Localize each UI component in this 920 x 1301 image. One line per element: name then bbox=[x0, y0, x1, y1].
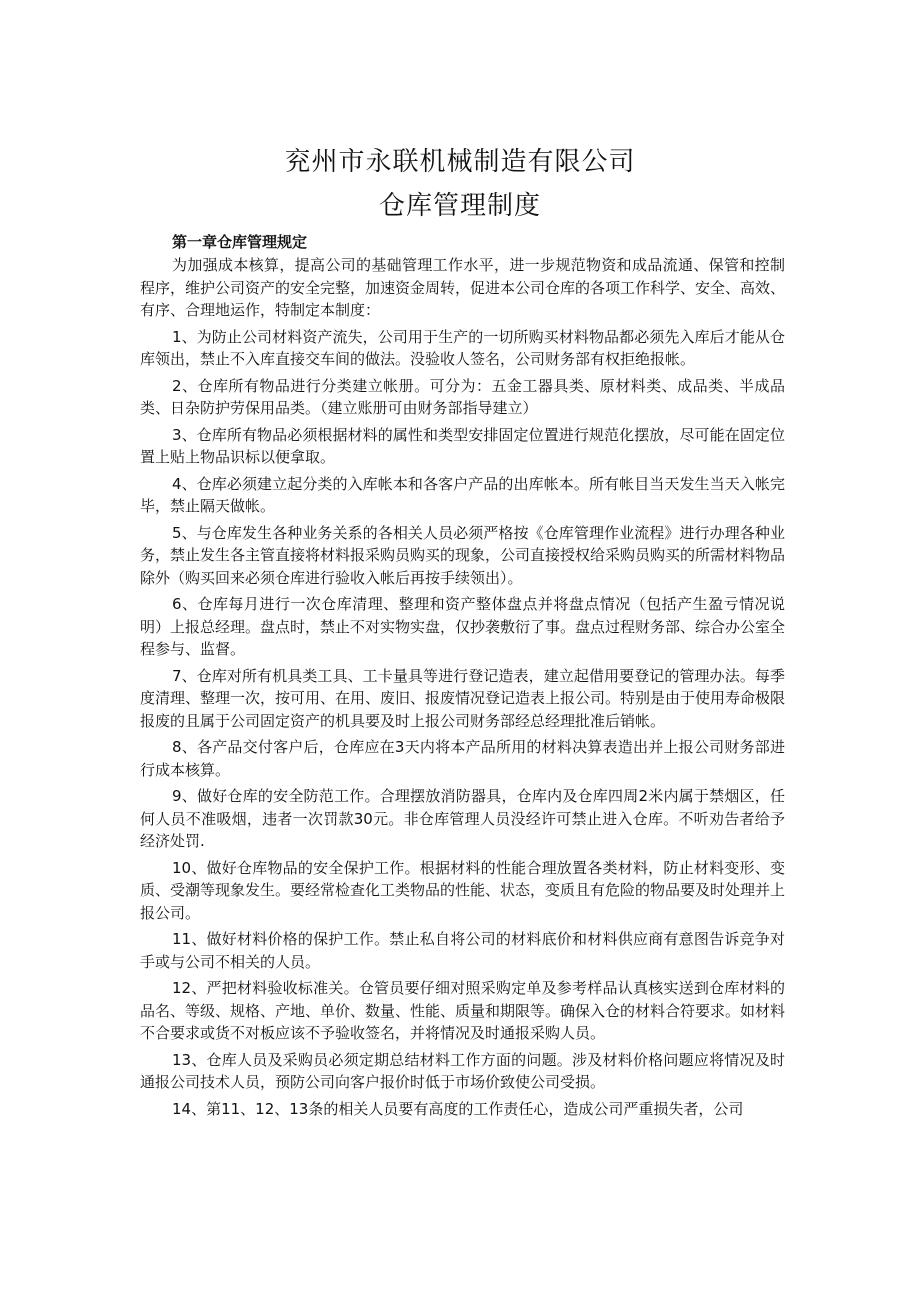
company-title: 兖州市永联机械制造有限公司 bbox=[284, 147, 636, 177]
rule-2: 2、仓库所有物品进行分类建立帐册。可分为：五金工器具类、原材料类、成品类、半成品类、日杂防护劳保用品类。（建立账册可由财务部指导建立） bbox=[140, 376, 785, 417]
rule-11: 11、做好材料价格的保护工作。禁止私自将公司的材料底价和材料供应商有意图告诉竞争对手或与公司不相关的人员。 bbox=[140, 930, 785, 971]
rule-9: 9、做好仓库的安全防范工作。合理摆放消防器具，仓库内及仓库四周2米内属于禁烟区，任何人员不准吸烟，违者一次罚款30元。非仓库管理人员没经许可禁止进入仓库。不听劝告者给予经济处罚. bbox=[140, 787, 785, 850]
document-title: 仓库管理制度 bbox=[378, 191, 541, 221]
document-body bbox=[140, 231, 785, 1124]
rule-6: 6、仓库每月进行一次仓库清理、整理和资产整体盘点并将盘点情况（包括产生盈亏情况说明）上报总经理。盘点时，禁止不对实物实盘，仅抄袭敷衍了事。盘点过程财务部、综合办公室全程参与、监督。 bbox=[140, 595, 786, 658]
intro-paragraph: 为加强成本核算，提高公司的基础管理工作水平，进一步规范物资和成品流通、保管和控制程序，维护公司资产的安全完整，加速资金周转，促进本公司仓库的各项工作科学、安全、高效、有序、合理地运作，特制定本制度： bbox=[140, 256, 786, 319]
rule-4: 4、仓库必须建立起分类的入库帐本和各客户产品的出库帐本。所有帐目当天发生当天入帐完毕，禁止隔天做帐。 bbox=[140, 474, 785, 515]
rule-10: 10、做好仓库物品的安全保护工作。根据材料的性能合理放置各类材料，防止材料变形、变质、受潮等现象发生。要经常检查化工类物品的性能、状态，变质且有危险的物品要及时处理并上报公司。 bbox=[140, 858, 786, 922]
chapter-heading: 第一章仓库管理规定 bbox=[172, 233, 308, 251]
rule-14: 14、第11、12、13条的相关人员要有高度的工作责任心，造成公司严重损失者，公司 bbox=[172, 1099, 744, 1118]
rule-12: 12、严把材料验收标准关。仓管员要仔细对照采购定单及参考样品认真核实送到仓库材料的品名、等级、规格、产地、单价、数量、性能、质量和期限等。确保入仓的材料合符要求。如材料不合要求或货不对板应该不予验收签名，并将情况及时通报采购人员。 bbox=[140, 979, 786, 1042]
rule-8: 8、各产品交付客户后，仓库应在3天内将本产品所用的材料决算表造出并上报公司财务部进行成本核算。 bbox=[140, 738, 785, 779]
rule-1: 1、为防止公司材料资产流失，公司用于生产的一切所购买材料物品都必须先入库后才能从仓库领出，禁止不入库直接交车间的做法。没验收人签名，公司财务部有权拒绝报帐。 bbox=[140, 327, 785, 368]
rule-7: 7、仓库对所有机具类工具、工卡量具等进行登记造表，建立起借用要登记的管理办法。每季度清理、整理一次，按可用、在用、废旧、报废情况登记造表上报公司。特别是由于使用寿命极限报废的且属于公司固定资产的机具要及时上报公司财务部经总经理批准后销帐。 bbox=[140, 666, 786, 730]
rule-13: 13、仓库人员及采购员必须定期总结材料工作方面的问题。涉及材料价格问题应将情况及时通报公司技术人员，预防公司向客户报价时低于市场价致使公司受损。 bbox=[140, 1050, 785, 1091]
rule-3: 3、仓库所有物品必须根据材料的属性和类型安排固定位置进行规范化摆放，尽可能在固定位置上贴上物品识标以便拿取。 bbox=[140, 425, 785, 466]
title-block bbox=[0, 140, 920, 228]
rule-5: 5、与仓库发生各种业务关系的各相关人员必须严格按《仓库管理作业流程》进行办理各种业务，禁止发生各主管直接将材料报采购员购买的现象，公司直接授权给采购员购买的所需材料物品除外（购买回来必须仓库进行验收入帐后再按手续领出）。 bbox=[140, 523, 786, 587]
